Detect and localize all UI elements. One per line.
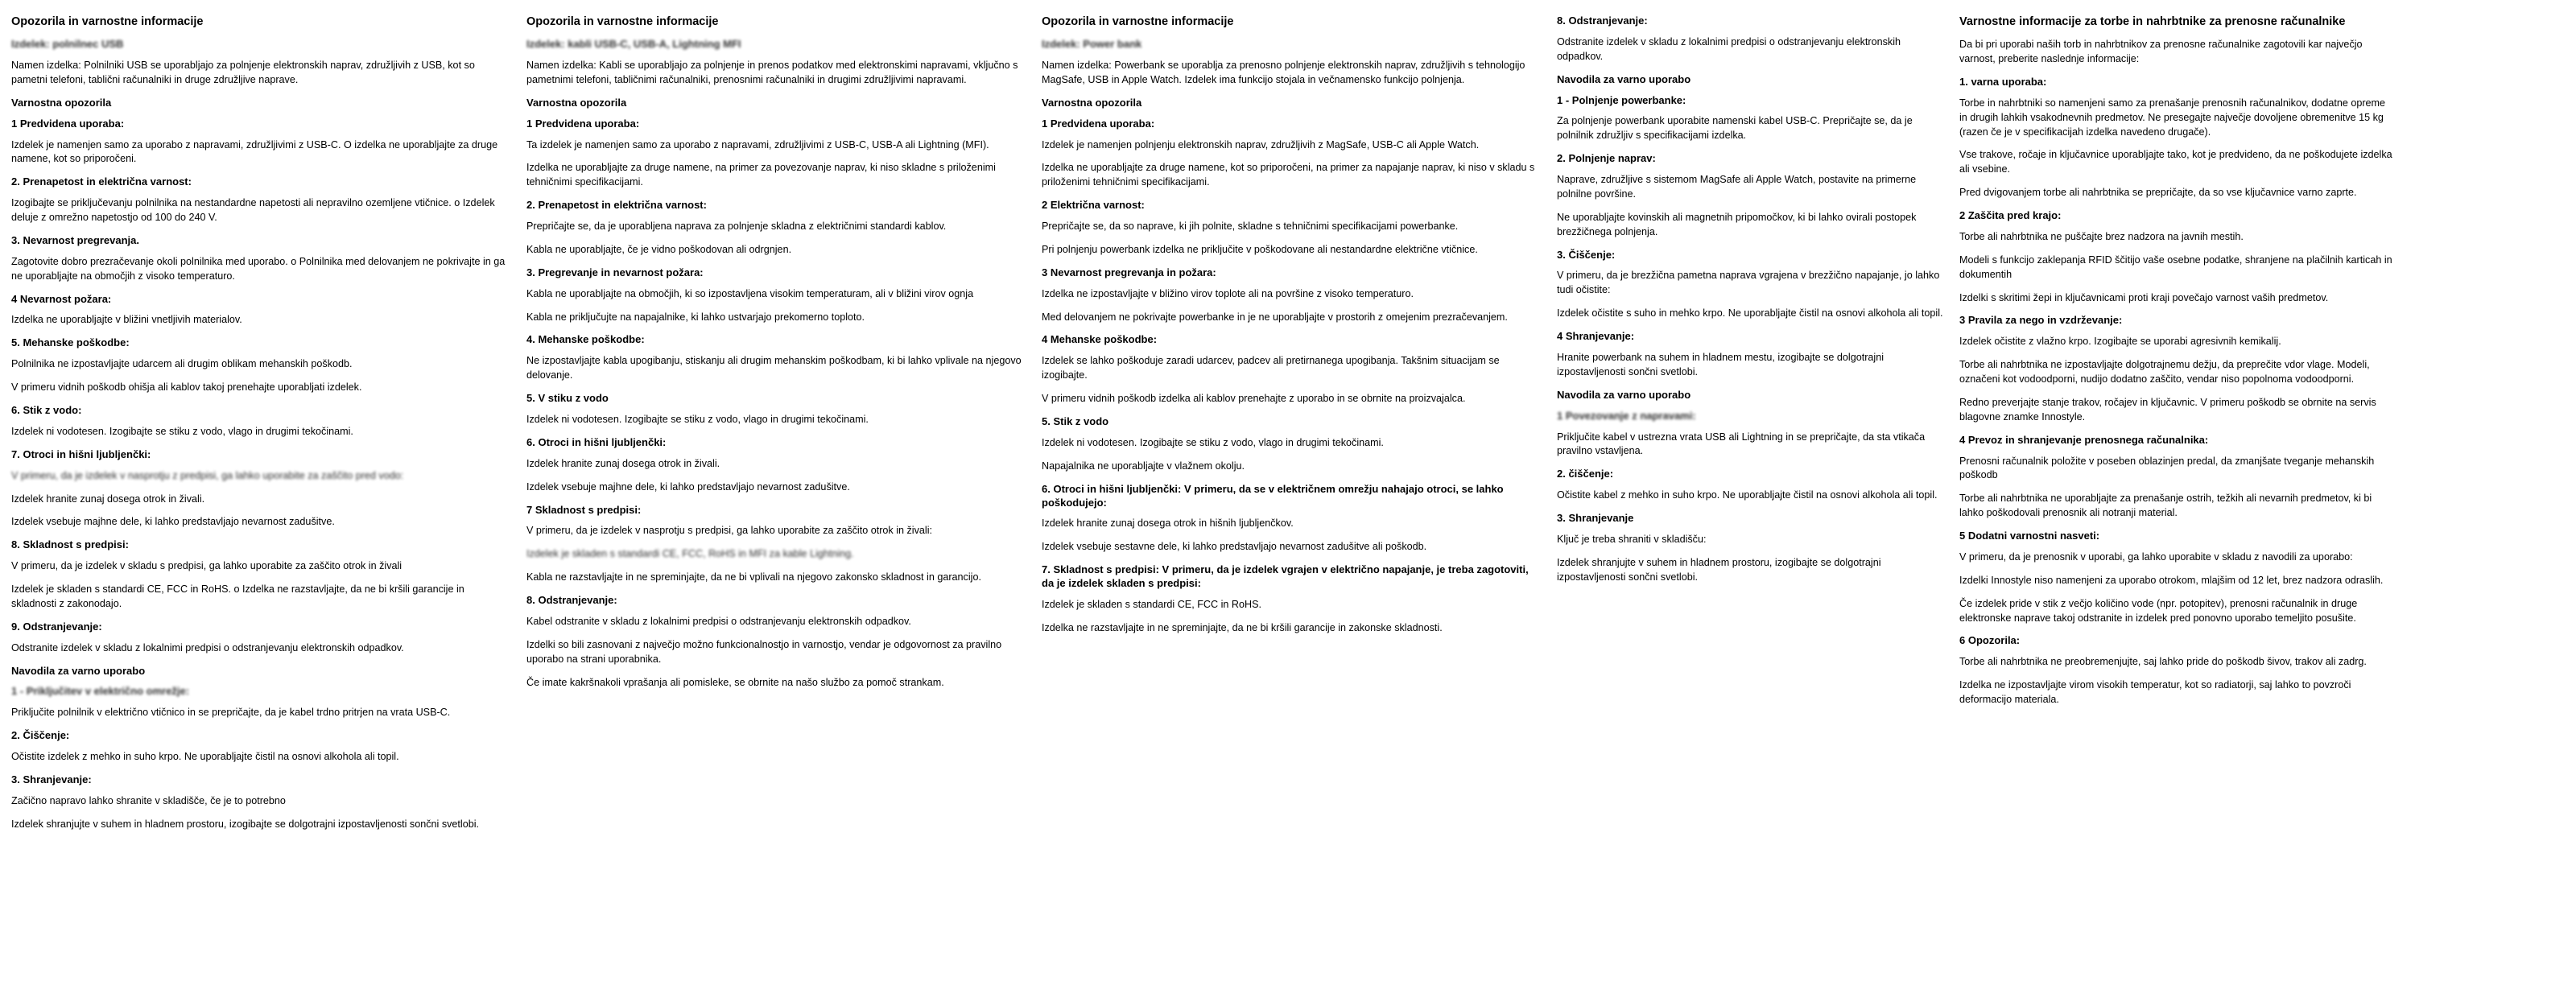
paragraph: Izdelek shranjujte v suhem in hladnem prostoru, izogibajte se dolgotrajni izpostavljenosti sončni svetlobi.	[11, 818, 480, 830]
subsection-heading: 2. Prenapetost in električna varnost:	[526, 199, 707, 212]
paragraph: Očistite kabel z mehko in suho krpo. Ne uporabljajte čistil na osnovi alkohola ali topil.	[1557, 489, 1938, 501]
paragraph: Izdelek vsebuje majhne dele, ki lahko predstavljajo nevarnost zadušitve.	[11, 516, 335, 528]
paragraph: Ne uporabljajte kovinskih ali magnetnih pripomočkov, ki bi lahko ovirali postopek brezžičnega polnjenja.	[1557, 211, 1917, 237]
paragraph: Prenosni računalnik položite v poseben oblazinjen predal, da zmanjšate tveganje mehanskih poškodb	[1959, 455, 2375, 481]
paragraph: Namen izdelka: Kabli se uporabljajo za polnjenje in prenos podatkov med elektronskimi napravami, vključno s pametnimi telefoni, tabličnimi računalniki, prenosnimi računalniki in drugimi združljivimi napravami.	[526, 60, 1018, 85]
subsection-heading: 2 Zaščita pred krajo:	[1959, 209, 2062, 222]
subsection-heading: Varnostna opozorila	[11, 96, 112, 109]
subsection-heading: 1 - Polnjenje powerbanke:	[1557, 93, 1686, 106]
paragraph: Če izdelek pride v stik z večjo količino vode (npr. potopitev), prenosni računalnik in druge elektronske naprave takoj odstranite in izdelek pred ponovno uporabo temeljito posušite.	[1959, 597, 2358, 624]
subsection-heading: 4 Prevoz in shranjevanje prenosnega računalnika:	[1959, 433, 2209, 446]
paragraph: Izdelka ne uporabljajte za druge namene, kot so priporočeni, na primer za napajanje naprav, ki niso v skladu s priloženimi tehničnimi specifikacijami.	[1042, 162, 1535, 188]
paragraph: Odstranite izdelek v skladu z lokalnimi predpisi o odstranjevanju elektronskih odpadkov.	[11, 641, 404, 653]
subsection-heading: 4 Shranjevanje:	[1557, 330, 1635, 343]
paragraph: Izdelka ne izpostavljajte virom visokih temperatur, kot so radiatorji, saj lahko to povzroči deformacijo materiala.	[1959, 679, 2351, 706]
paragraph: Ta izdelek je namenjen samo za uporabo z napravami, združljivimi z USB-C, USB-A ali Lightning (MFI).	[526, 138, 989, 150]
paragraph: Torbe ali nahrbtnika ne preobremenjujte, saj lahko pride do poškodb šivov, trakov ali zadrg.	[1959, 656, 2367, 668]
paragraph: Kabel odstranite v skladu z lokalnimi predpisi o odstranjevanju elektronskih odpadkov.	[526, 615, 911, 627]
paragraph: Kabla ne uporabljajte na območjih, ki so izpostavljena visokim temperaturam, ali v bližini virov ognja	[526, 287, 974, 299]
paragraph: Namen izdelka: Polnilniki USB se uporabljajo za polnjenje elektronskih naprav, združljivih z USB, kot so pametni telefoni, tablični računalniki in druge združljive naprave.	[11, 60, 475, 85]
paragraph: Izdelki s skritimi žepi in ključavnicami proti kraji povečajo varnost vaših predmetov.	[1959, 291, 2329, 303]
paragraph: Izdelki so bili zasnovani z največjo možno funkcionalnostjo in varnostjo, vendar je odgovornost za pravilno uporabo na strani uporabnika.	[526, 638, 1002, 665]
subsection-heading: 3. Pregrevanje in nevarnost požara:	[526, 266, 704, 278]
paragraph: Izdelka ne uporabljajte v bližini vnetljivih materialov.	[11, 314, 242, 326]
subsection-heading: 6 Opozorila:	[1959, 634, 2021, 647]
paragraph: Izdelek hranite zunaj dosega otrok in živali.	[526, 457, 720, 469]
subsection-heading: 2 Električna varnost:	[1042, 199, 1145, 212]
paragraph: Polnilnika ne izpostavljajte udarcem ali drugim oblikam mehanskih poškodb.	[11, 358, 353, 370]
paragraph: Izdelka ne uporabljajte za druge namene, na primer za povezovanje naprav, ki niso skladne s priloženimi tehničnimi specifikacijami.	[526, 162, 996, 188]
paragraph: Izdelek je skladen s standardi CE, FCC, RoHS in MFI za kable Lightning.	[526, 548, 854, 560]
paragraph: Kabla ne razstavljajte in ne spreminjajte, da ne bi vplivali na njegovo zakonsko skladnost in garancijo.	[526, 571, 981, 583]
paragraph: Modeli s funkcijo zaklepanja RFID ščitijo vaše osebne podatke, shranjene na plačilnih karticah in dokumentih	[1959, 254, 2392, 280]
paragraph: Namen izdelka: Powerbank se uporablja za prenosno polnjenje elektronskih naprav, združljivih s tehnologijo MagSafe, USB in Apple Watch. Izdelek ima funkcijo stojala in večnamensko funkcijo polnjenja.	[1042, 60, 1525, 85]
paragraph: V primeru vidnih poškodb izdelka ali kablov prenehajte z uporabo in se obrnite na proizvajalca.	[1042, 393, 1466, 405]
subsection-heading: 1 Predvidena uporaba:	[526, 117, 640, 130]
paragraph: Med delovanjem ne pokrivajte powerbanke in je ne uporabljajte v prostorih z omejenim prezračevanjem.	[1042, 311, 1508, 323]
paragraph: Kabla ne priključujte na napajalnike, ki lahko ustvarjajo prekomerno toploto.	[526, 311, 865, 323]
subsection-heading: 7. Otroci in hišni ljubljenčki:	[11, 447, 151, 460]
paragraph: Izdelek je namenjen samo za uporabo z napravami, združljivimi z USB-C. O izdelka ne uporabljajte za druge namene, kot so priporočeni.	[11, 138, 498, 165]
paragraph: Priključite polnilnik v električno vtičnico in se prepričajte, da je kabel trdno pritrjen na vrata USB-C.	[11, 707, 451, 719]
subsection-heading: 1. varna uporaba:	[1959, 75, 2047, 88]
paragraph: Izdelek je skladen s standardi CE, FCC in RoHS. o Izdelka ne razstavljajte, da ne bi kršili garancije in skladnosti z zakonodajo.	[11, 583, 464, 609]
paragraph: Izdelek se lahko poškoduje zaradi udarcev, padcev ali pretirnanega upogibanja. Takšnim situacijam se izogibajte.	[1042, 355, 1500, 381]
subsection-heading: 2. Prenapetost in električna varnost:	[11, 175, 192, 188]
paragraph: V primeru, da je prenosnik v uporabi, ga lahko uporabite v skladu z navodili za uporabo:	[1959, 550, 2353, 563]
subsection-heading: 3 Nevarnost pregrevanja in požara:	[1042, 266, 1216, 278]
paragraph: Pred dvigovanjem torbe ali nahrbtnika se prepričajte, da so vse ključavnice varno zaprte.	[1959, 187, 2357, 199]
paragraph: Izdelka ne razstavljajte in ne spreminjajte, da ne bi kršili garancije in zakonske skladnosti.	[1042, 621, 1443, 633]
text-column-4	[1557, 14, 1959, 594]
subsection-heading: 1 Predvidena uporaba:	[1042, 117, 1155, 130]
paragraph: Napajalnika ne uporabljajte v vlažnem okolju.	[1042, 460, 1245, 472]
subsection-heading: 5 Dodatni varnostni nasveti:	[1959, 530, 2100, 542]
subsection-heading: Varnostna opozorila	[526, 96, 627, 109]
paragraph: Izdelki Innostyle niso namenjeni za uporabo otrokom, mlajšim od 12 let, brez nadzora odraslih.	[1959, 574, 2384, 586]
paragraph: Ne izpostavljajte kabla upogibanju, stiskanju ali drugim mehanskim poškodbam, ki bi lahko vplivale na njegovo delovanje.	[526, 355, 1022, 381]
subsection-heading: Navodila za varno uporabo	[1557, 72, 1691, 85]
text-column-5	[1959, 14, 2410, 716]
subsection-heading: 3. Shranjevanje	[1557, 512, 1634, 525]
subsection-heading: 3. Čiščenje:	[1557, 248, 1616, 261]
paragraph: Ključ je treba shraniti v skladišču:	[1557, 533, 1707, 545]
subsection-heading: 4 Nevarnost požara:	[11, 292, 112, 305]
section-heading: Varnostne informacije za torbe in nahrbtnike za prenosne računalnike	[1959, 15, 2346, 28]
paragraph: Priključite kabel v ustrezna vrata USB ali Lightning in se prepričajte, da sta vtikača pravilno vstavljena.	[1557, 431, 1926, 457]
paragraph: V primeru vidnih poškodb ohišja ali kablov takoj prenehajte uporabljati izdelek.	[11, 381, 362, 394]
paragraph: Vse trakove, ročaje in ključavnice uporabljajte tako, kot je predvideno, da ne poškodujete izdelka ali vsebine.	[1959, 149, 2392, 175]
text-column-2	[526, 14, 1042, 699]
text-column-3	[1042, 14, 1557, 645]
paragraph: Prepričajte se, da je uporabljena naprava za polnjenje skladna z električnimi standardi kablov.	[526, 221, 947, 233]
paragraph: Torbe in nahrbtniki so namenjeni samo za prenašanje prenosnih računalnikov, dodatne opreme in drugih lahkih vsakodnevnih predmetov. Ne presegajte največje dovoljene obremenitve 15 kg (razen če je v specifikacijah izdelka navedeno drugače).	[1959, 97, 2386, 138]
subsection-heading: 8. Odstranjevanje:	[1557, 14, 1648, 27]
paragraph: Izdelek ni vodotesen. Izogibajte se stiku z vodo, vlago in drugimi tekočinami.	[11, 425, 353, 437]
subsection-heading: 3. Nevarnost pregrevanja.	[11, 233, 139, 246]
subsection-heading: 6. Otroci in hišni ljubljenčki: V primeru, da se v električnem omrežju nahajajo otroci, se lahko poškodujejo:	[1042, 482, 1504, 509]
paragraph: Prepričajte se, da so naprave, ki jih polnite, skladne s tehničnimi specifikacijami powerbanke.	[1042, 221, 1459, 233]
paragraph: Za polnjenje powerbank uporabite namenski kabel USB-C. Prepričajte se, da je polnilnik združljiv s specifikacijami izdelka.	[1557, 115, 1913, 142]
subsection-heading: Navodila za varno uporabo	[1557, 388, 1691, 401]
text-column-1	[11, 14, 526, 841]
paragraph: V primeru, da je izdelek v nasprotju z predpisi, ga lahko uporabite za zaščito pred vodo:	[11, 469, 404, 481]
paragraph: Hranite powerbank na suhem in hladnem mestu, izogibajte se dolgotrajni izpostavljenosti sončni svetlobi.	[1557, 351, 1885, 377]
paragraph: Izdelek vsebuje sestavne dele, ki lahko predstavljajo nevarnost zadušitve ali poškodb.	[1042, 541, 1427, 553]
paragraph: Izdelek očistite z vlažno krpo. Izogibajte se uporabi agresivnih kemikalij.	[1959, 336, 2281, 348]
subsection-heading: 4 Mehanske poškodbe:	[1042, 333, 1158, 346]
paragraph: Zagotovite dobro prezračevanje okoli polnilnika med uporabo. o Polnilnika med delovanjem ne pokrivajte in ga ne uporabljajte na območjih z visoko temperaturo.	[11, 255, 506, 282]
subsection-heading: 1 Predvidena uporaba:	[11, 117, 125, 130]
paragraph: Izdelek vsebuje majhne dele, ki lahko predstavljajo nevarnost zadušitve.	[526, 480, 850, 493]
subsection-heading: 9. Odstranjevanje:	[11, 620, 102, 633]
subsection-heading: Izdelek: polnilnec USB	[11, 38, 124, 51]
subsection-heading: 1 - Priključitev v električno omrežje:	[11, 685, 190, 698]
paragraph: Da bi pri uporabi naših torb in nahrbtnikov za prenosne računalnike zagotovili kar največjo varnost, preberite naslednje informacije:	[1959, 39, 2363, 64]
paragraph: Izdelek hranite zunaj dosega otrok in živali.	[11, 493, 205, 505]
subsection-heading: Navodila za varno uporabo	[11, 664, 146, 677]
paragraph: V primeru, da je izdelek v skladu s predpisi, ga lahko uporabite za zaščito otrok in živali	[11, 560, 402, 572]
paragraph: Torbe ali nahrbtnika ne uporabljajte za prenašanje ostrih, težkih ali nevarnih predmetov, ki bi lahko poškodovali prenosnik ali notranji material.	[1959, 493, 2372, 519]
subsection-heading: 2. čiščenje:	[1557, 468, 1614, 480]
paragraph: Začično napravo lahko shranite v skladišče, če je to potrebno	[11, 794, 286, 806]
paragraph: Redno preverjajte stanje trakov, ročajev in ključavnic. V primeru poškodb se obrnite na servis blagovne znamke Innostyle.	[1959, 396, 2376, 423]
subsection-heading: 1 Povezovanje z napravami:	[1557, 409, 1696, 422]
subsection-heading: Izdelek: kabli USB-C, USB-A, Lightning MFI	[526, 38, 741, 51]
subsection-heading: 3 Pravila za nego in vzdrževanje:	[1959, 314, 2123, 327]
subsection-heading: Izdelek: Power bank	[1042, 38, 1142, 51]
paragraph: Pri polnjenju powerbank izdelka ne priključite v poškodovane ali nestandardne električne vtičnice.	[1042, 243, 1478, 255]
section-heading: Opozorila in varnostne informacije	[526, 15, 719, 28]
paragraph: V primeru, da je brezžična pametna naprava vgrajena v brezžično napajanje, jo lahko tudi očistite:	[1557, 270, 1940, 296]
subsection-heading: 2. Polnjenje naprav:	[1557, 152, 1656, 165]
subsection-heading: 5. Stik z vodo	[1042, 414, 1109, 427]
subsection-heading: Varnostna opozorila	[1042, 96, 1142, 109]
paragraph: Če imate kakršnakoli vprašanja ali pomisleke, se obrnite na našo službo za pomoč strankam.	[526, 676, 944, 688]
paragraph: Kabla ne uporabljajte, če je vidno poškodovan ali odrgnjen.	[526, 243, 792, 255]
paragraph: Naprave, združljive s sistemom MagSafe ali Apple Watch, postavite na primerne polnilne površine.	[1557, 174, 1917, 200]
subsection-heading: 5. V stiku z vodo	[526, 392, 609, 405]
paragraph: Izdelek je namenjen polnjenju elektronskih naprav, združljivih z MagSafe, USB-C ali Apple Watch.	[1042, 138, 1480, 150]
subsection-heading: 3. Shranjevanje:	[11, 773, 92, 785]
paragraph: Torbe ali nahrbtnika ne izpostavljajte dolgotrajnemu dežju, da preprečite vdor vlage. Modeli, označeni kot vodoodporni, nudijo dodatno zaščito, vendar niso popolnoma vodoodporni.	[1959, 359, 2370, 385]
section-heading: Opozorila in varnostne informacije	[1042, 15, 1234, 28]
paragraph: Izdelek shranjujte v suhem in hladnem prostoru, izogibajte se dolgotrajni izpostavljenosti sončni svetlobi.	[1557, 556, 1881, 583]
subsection-heading: 6. Stik z vodo:	[11, 403, 82, 416]
paragraph: Izdelek ni vodotesen. Izogibajte se stiku z vodo, vlago in drugimi tekočinami.	[1042, 436, 1384, 448]
paragraph: Izdelek ni vodotesen. Izogibajte se stiku z vodo, vlago in drugimi tekočinami.	[526, 413, 869, 425]
subsection-heading: 8. Skladnost s predpisi:	[11, 538, 129, 551]
paragraph: Izdelek je skladen s standardi CE, FCC in RoHS.	[1042, 598, 1261, 610]
paragraph: Torbe ali nahrbtnika ne puščajte brez nadzora na javnih mestih.	[1959, 230, 2244, 242]
subsection-heading: 6. Otroci in hišni ljubljenčki:	[526, 435, 667, 448]
subsection-heading: 7 Skladnost s predpisi:	[526, 503, 642, 516]
paragraph: Izogibajte se priključevanju polnilnika na nestandardne napetosti ali nepravilno ozemljene vtičnice. o Izdelek deluje z omrežno napetostjo od 100 do 240 V.	[11, 197, 495, 224]
paragraph: Izdelka ne izpostavljajte v bližino virov toplote ali na površine z visoko temperaturo.	[1042, 287, 1414, 299]
subsection-heading: 5. Mehanske poškodbe:	[11, 336, 130, 349]
subsection-heading: 8. Odstranjevanje:	[526, 594, 617, 607]
paragraph: Izdelek očistite s suho in mehko krpo. Ne uporabljajte čistil na osnovi alkohola ali topil.	[1557, 307, 1943, 320]
paragraph: Odstranite izdelek v skladu z lokalnimi predpisi o odstranjevanju elektronskih odpadkov.	[1557, 35, 1901, 62]
paragraph: Očistite izdelek z mehko in suho krpo. Ne uporabljajte čistil na osnovi alkohola ali topil.	[11, 751, 399, 763]
paragraph: Izdelek hranite zunaj dosega otrok in hišnih ljubljenčkov.	[1042, 517, 1294, 530]
subsection-heading: 4. Mehanske poškodbe:	[526, 333, 645, 346]
paragraph: V primeru, da je izdelek v nasprotju s predpisi, ga lahko uporabite za zaščito otrok in živali:	[526, 525, 933, 537]
section-heading: Opozorila in varnostne informacije	[11, 15, 204, 28]
subsection-heading: 7. Skladnost s predpisi: V primeru, da je izdelek vgrajen v električno napajanje, je treba zagotoviti, da je izdelek skladen s predpisi:	[1042, 563, 1529, 590]
subsection-heading: 2. Čiščenje:	[11, 729, 70, 742]
